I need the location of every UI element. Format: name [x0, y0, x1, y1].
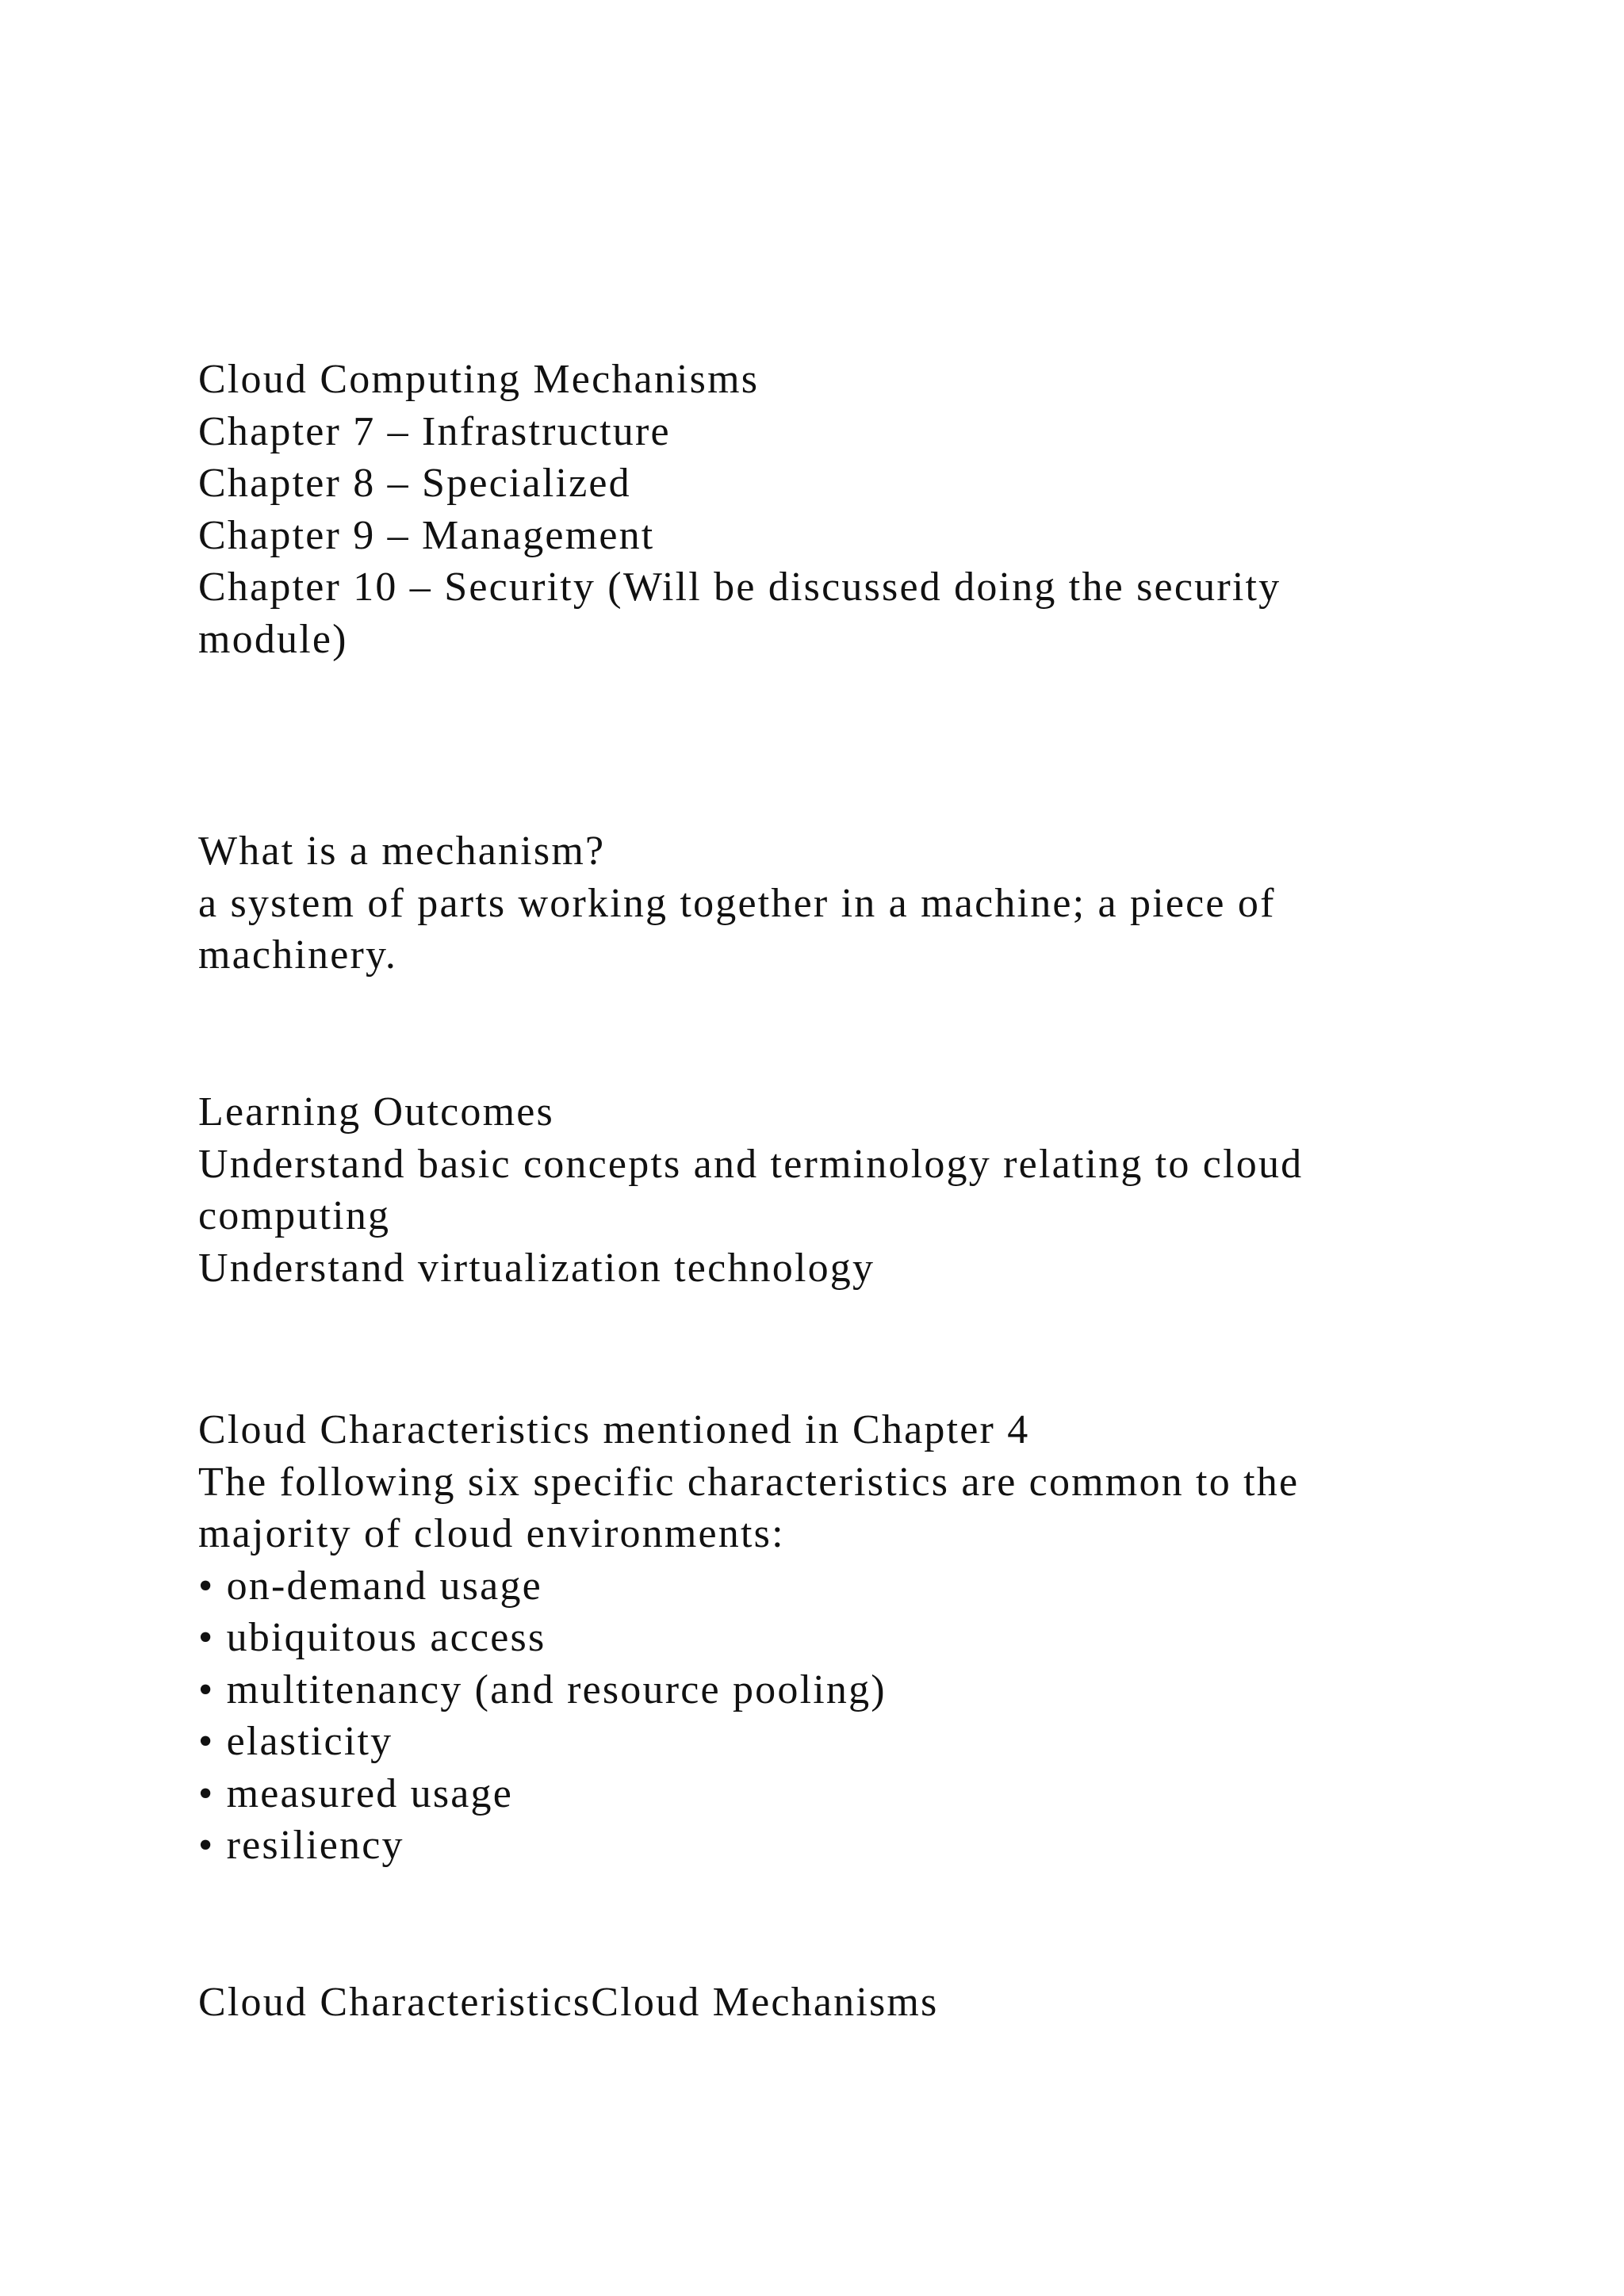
section-title: Cloud Characteristics mentioned in Chapter 4 — [198, 1407, 1030, 1452]
document-page — [198, 0, 1435, 2296]
text-line: majority of cloud environments: — [198, 1511, 785, 1556]
bullet-item: • ubiquitous access — [198, 1615, 546, 1660]
mechanisms-section — [198, 354, 1281, 665]
definition-section — [198, 825, 1276, 982]
section-title: Learning Outcomes — [198, 1089, 554, 1135]
text-line: module) — [198, 616, 348, 662]
learning-outcomes-section — [198, 1086, 1303, 1294]
text-line: Chapter 9 – Management — [198, 512, 655, 558]
text-line: Understand basic concepts and terminology relating to cloud — [198, 1141, 1304, 1187]
text-line: The following six specific characteristics are common to the — [198, 1459, 1300, 1505]
section-title: What is a mechanism? — [198, 828, 606, 874]
bullet-item: • elasticity — [198, 1719, 393, 1764]
section-title: Cloud CharacteristicsCloud Mechanisms — [198, 1980, 939, 2025]
footer-section — [198, 1976, 938, 2029]
section-title: Cloud Computing Mechanisms — [198, 357, 760, 402]
text-line: Chapter 10 – Security (Will be discussed doing the security — [198, 564, 1281, 610]
text-line: Chapter 8 – Specialized — [198, 461, 631, 506]
bullet-item: • measured usage — [198, 1770, 514, 1816]
bullet-item: • resiliency — [198, 1823, 404, 1868]
text-line: machinery. — [198, 932, 398, 978]
bullet-item: • multitenancy (and resource pooling) — [198, 1667, 887, 1712]
text-line: computing — [198, 1193, 391, 1238]
text-line: Understand virtualization technology — [198, 1245, 875, 1291]
text-line: Chapter 7 – Infrastructure — [198, 408, 671, 454]
text-line: a system of parts working together in a machine; a piece of — [198, 880, 1276, 926]
bullet-item: • on-demand usage — [198, 1563, 542, 1609]
characteristics-section — [198, 1404, 1299, 1872]
